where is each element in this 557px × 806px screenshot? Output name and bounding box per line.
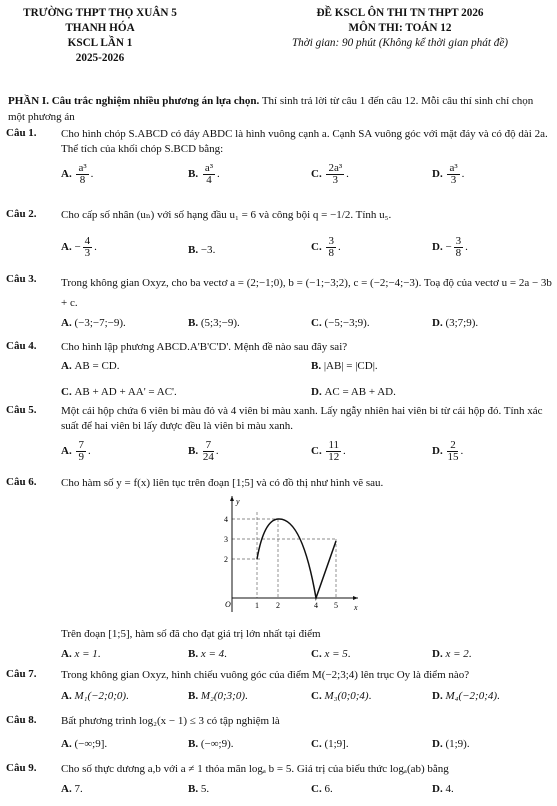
question-number: Câu 6. (6, 476, 37, 488)
option-b[interactable]: B. (5;3;−9). (188, 317, 240, 329)
function-curve (257, 519, 336, 598)
option-d[interactable]: D. (1;9). (432, 738, 470, 750)
x-tick-5: 5 (334, 601, 338, 610)
question-1 (6, 127, 554, 187)
question-text: Cho cấp số nhân (uₙ) với số hạng đầu u₁ = 6 và công bội q = −1/2. Tính u₅. (61, 209, 392, 221)
question-text: Cho số thực dương a,b với a ≠ 1 thỏa mãn logₐ b = 5. Giá trị của biểu thức logₐ(ab) bằng (61, 763, 449, 775)
question-text: Cho hình lập phương ABCD.A'B'C'D'. Mệnh đề nào sau đây sai? (61, 341, 348, 353)
option-a[interactable]: A. $\frac{7}{9}$ . (61, 439, 91, 463)
option-b[interactable]: B. −3. (188, 244, 216, 256)
question-text-2: Trên đoạn [1;5], hàm số đã cho đạt giá trị lớn nhất tại điểm (61, 628, 321, 640)
option-c[interactable]: C. M₃(0;0;4). (311, 690, 372, 702)
question-number: Câu 1. (6, 127, 37, 139)
option-c[interactable]: C. 6. (311, 783, 333, 795)
question-text: Trong không gian Oxyz, cho ba vectơ a = (2;−1;0), b = (−1;−3;2), c = (−2;−4;−3). Toạ độ của vectơ u = 2a − 3b + c. (61, 277, 552, 309)
exam-time: Thời gian: 90 phút (Không kể thời gian phát đề) (291, 37, 509, 49)
question-text: Cho hình chóp S.ABCD có đáy ABDC là hình vuông cạnh a. Cạnh SA vuông góc với mặt đáy và có độ dài 2a. Thể tích của khối chóp S.BCD bằng: (61, 128, 548, 155)
question-text: Một cái hộp chứa 6 viên bi màu đỏ và 4 viên bi màu xanh. Lấy ngẫy nhiên hai viên bi từ cái hộp đó. Tính xác suất để hai viên bi lấy được đều là viên bi màu xanh. (61, 405, 543, 432)
option-d[interactable]: D. − $\frac{3}{8}$ . (432, 235, 468, 259)
option-c[interactable]: C. AB + AD + AA' = AC'. (61, 386, 177, 398)
question-text: Cho hàm số y = f(x) liên tục trên đoạn [1;5] và có đồ thị như hình vẽ sau. (61, 477, 384, 489)
option-d[interactable]: D. $\frac{2}{15}$ . (432, 439, 464, 463)
question-number: Câu 3. (6, 273, 37, 285)
y-tick-3: 3 (224, 535, 228, 544)
option-a[interactable]: A. (−∞;9]. (61, 738, 108, 750)
origin-label: O (225, 600, 231, 609)
school-name: TRƯỜNG THPT THỌ XUÂN 5 (23, 7, 177, 19)
school-block (0, 6, 200, 66)
x-axis-label: x (354, 603, 358, 612)
x-tick-4: 4 (314, 601, 318, 610)
function-graph (212, 492, 362, 622)
question-text: Trong không gian Oxyz, hình chiếu vuông góc của điểm M(−2;3;4) lên trục Oy là điểm nào? (61, 669, 470, 681)
question-number: Câu 8. (6, 714, 37, 726)
exam-subject: MÔN THI: TOÁN 12 (348, 22, 452, 34)
option-a[interactable]: A. 7. (61, 783, 83, 795)
option-d[interactable]: D. $\frac{\text{a³}}{3}$ . (432, 162, 465, 186)
question-8 (6, 714, 554, 754)
y-axis-label: y (236, 497, 240, 506)
question-4 (6, 340, 554, 400)
option-d[interactable]: D. AC = AB + AD. (311, 386, 396, 398)
option-b[interactable]: B. $\frac{\text{a³}}{4}$ . (188, 162, 220, 186)
province: THANH HÓA (65, 22, 135, 34)
x-tick-2: 2 (276, 601, 280, 610)
option-c[interactable]: C. x = 5. (311, 648, 351, 660)
exam-header (0, 6, 557, 76)
option-c[interactable]: C. $\frac{3}{8}$ . (311, 235, 341, 259)
option-d[interactable]: D. 4. (432, 783, 454, 795)
option-d[interactable]: D. x = 2. (432, 648, 472, 660)
option-a[interactable]: A. (−3;−7;−9). (61, 317, 126, 329)
option-b[interactable]: B. x = 4. (188, 648, 227, 660)
option-d[interactable]: D. (3;7;9). (432, 317, 479, 329)
exam-title: ĐỀ KSCL ÔN THI TN THPT 2026 (316, 7, 484, 19)
school-year: 2025-2026 (75, 52, 125, 64)
option-a[interactable]: A. − $\frac{4}{3}$ . (61, 235, 97, 259)
option-c[interactable]: C. $\frac{\text{2a³}}{3}$ . (311, 162, 349, 186)
option-a[interactable]: A. M₁(−2;0;0). (61, 690, 129, 702)
option-c[interactable]: C. (1;9]. (311, 738, 349, 750)
option-a[interactable]: A. $\frac{\text{a³}}{8}$ . (61, 162, 94, 186)
option-a[interactable]: A. AB = CD. (61, 360, 120, 372)
question-7 (6, 668, 554, 708)
question-text: Bất phương trình log₂(x − 1) ≤ 3 có tập nghiệm là (61, 715, 280, 727)
x-tick-1: 1 (255, 601, 259, 610)
part1-instruction: Thí sinh trả lời từ câu 1 đến câu 12. Mỗi câu thí sinh chỉ chọn một phương án (8, 95, 534, 123)
y-axis-arrow (230, 496, 234, 501)
x-axis-arrow (353, 596, 358, 600)
question-number: Câu 5. (6, 404, 37, 416)
part1-title: PHẦN I. Câu trắc nghiệm nhiều phương án lựa chọn. (8, 95, 260, 107)
y-tick-2: 2 (224, 555, 228, 564)
question-number: Câu 7. (6, 668, 37, 680)
option-a[interactable]: A. x = 1. (61, 648, 101, 660)
option-c[interactable]: C. (−5;−3;9). (311, 317, 370, 329)
question-2 (6, 208, 554, 264)
question-5 (6, 404, 554, 474)
exam-round: KSCL LẦN 1 (67, 37, 133, 49)
question-9 (6, 762, 554, 802)
y-tick-4: 4 (224, 515, 228, 524)
question-number: Câu 2. (6, 208, 37, 220)
question-3 (6, 273, 554, 333)
option-d[interactable]: D. M₄(−2;0;4). (432, 690, 500, 702)
option-b[interactable]: B. M₂(0;3;0). (188, 690, 248, 702)
option-b[interactable]: B. $\frac{7}{24}$ . (188, 439, 219, 463)
option-c[interactable]: C. $\frac{11}{12}$ . (311, 439, 346, 463)
option-b[interactable]: B. (−∞;9). (188, 738, 234, 750)
part1-intro (8, 93, 553, 125)
option-b[interactable]: B. 5. (188, 783, 210, 795)
option-b[interactable]: B. |AB| = |CD|. (311, 360, 378, 372)
question-number: Câu 4. (6, 340, 37, 352)
exam-info-block (250, 6, 550, 51)
question-number: Câu 9. (6, 762, 37, 774)
